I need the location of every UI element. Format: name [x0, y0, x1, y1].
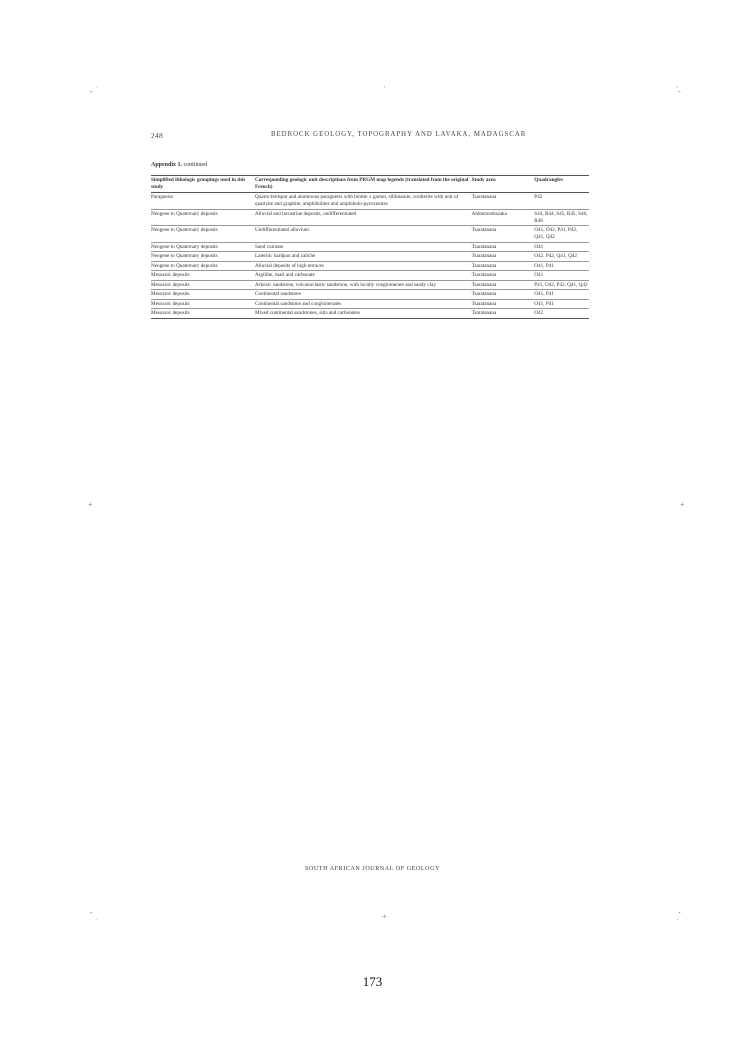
crop-mark-bottom-left: - — [90, 908, 93, 917]
column-header-description: Corresponding geologic unit descriptions from PRGM map legends (translated from the original French) — [255, 176, 472, 193]
cell-description: Arkosic sandstone, volcanoclastic sandstone, with locally conglomerate and sandy clay — [255, 280, 472, 290]
table-header-row — [151, 176, 589, 193]
cell-quadrangles: S44, R44, S45, R45, S46, R46 — [534, 210, 588, 224]
cell-quadrangles: O41, P41 — [534, 290, 589, 300]
crop-mark-top-left: - — [90, 87, 93, 96]
crop-mark-bottom-left-tick: · — [96, 915, 99, 924]
table-row — [151, 193, 589, 210]
cell-description: Quartz-feldspar and aluminous paragneiss with biotite ± garnet, sillimanite, cordierite with unit of quartzite and graphite, amphibolites and amphibolo-pyroxenites — [255, 193, 472, 210]
cell-description: Sand cuirasse — [255, 242, 472, 252]
table-row — [151, 242, 589, 252]
cell-quadrangles: O42 — [534, 309, 589, 319]
table-row — [151, 299, 589, 309]
cell-quadrangles: O42, P42, Q41, Q42 — [534, 252, 589, 262]
cell-quadrangles: O41 — [534, 242, 589, 252]
cell-description: Alluvial deposits of high terraces — [255, 261, 472, 271]
running-title: BEDROCK GEOLOGY, TOPOGRAPHY AND LAVAKA, MADAGSCAR — [271, 131, 527, 138]
cell-lithology: Mesozoic deposits — [151, 309, 255, 319]
column-header-study-area: Study area — [472, 176, 535, 193]
cell-quadrangles: O41, O42, P41, P42, Q41, Q42 — [534, 226, 589, 243]
table-row — [151, 252, 589, 262]
cell-study-area: Tsaratanana — [472, 226, 535, 243]
column-header-quadrangles: Quadrangles — [534, 176, 589, 193]
table-row — [151, 261, 589, 271]
cell-lithology: Neogene to Quaternary deposits — [151, 242, 255, 252]
cell-lithology: Mesozoic deposits — [151, 290, 255, 300]
crop-mark-top-center: · — [383, 83, 386, 92]
cell-study-area: Tsaratanana — [472, 309, 535, 319]
appendix-table — [151, 175, 589, 319]
cell-lithology: Mesozoic deposits — [151, 271, 255, 281]
cell-study-area: Tsaratanana — [472, 290, 535, 300]
cell-study-area: Tsaratanana — [472, 299, 535, 309]
crop-mark-bottom-center: + — [382, 912, 387, 921]
cell-lithology: Neogene to Quaternary deposits — [151, 252, 255, 262]
cell-quadrangles: P41, O42, P42, Q41, Q42 — [534, 281, 588, 288]
table-row — [151, 280, 589, 290]
cell-study-area: Tsaratanana — [472, 193, 535, 210]
cell-description: Lateritic hardpan and caliche — [255, 252, 472, 262]
crop-mark-mid-right: + — [680, 500, 685, 509]
cell-study-area: Ambatondrazaka — [472, 209, 535, 226]
cell-lithology: Neogene to Quaternary deposits — [151, 261, 255, 271]
cell-lithology: Paragneiss — [151, 193, 255, 210]
folio-page-number: 173 — [362, 974, 383, 989]
cell-description: Continental sandstone — [255, 290, 472, 300]
journal-footer: SOUTH AFRICAN JOURNAL OF GEOLOGY — [305, 866, 440, 872]
cell-quadrangles: O41 — [534, 271, 589, 281]
cell-study-area: Tsaratanana — [472, 271, 535, 281]
cell-lithology: Mesozoic deposits — [151, 280, 255, 290]
table-caption — [151, 162, 207, 168]
crop-mark-top-right: - — [678, 87, 681, 96]
cell-study-area: Tsaratanana — [472, 280, 535, 290]
cell-description: Mixed continental sandstones, silts and carbonates — [255, 309, 472, 319]
crop-mark-top-left-tick: · — [96, 83, 99, 92]
cell-quadrangles: O41, P41 — [534, 261, 589, 271]
column-header-lithology: Simplified lithologic groupings used in this study — [151, 176, 255, 193]
cell-quadrangles: O41, P41 — [534, 299, 589, 309]
table-row — [151, 226, 589, 243]
crop-mark-bottom-right: - — [678, 908, 681, 917]
crop-mark-mid-left: + — [88, 500, 93, 509]
table-row — [151, 271, 589, 281]
table-row — [151, 209, 589, 226]
table-row — [151, 309, 589, 319]
caption-label: Appendix 1. — [151, 162, 183, 168]
cell-description: Undifferentiated alluvium — [255, 226, 472, 243]
cell-quadrangles: P42 — [534, 193, 589, 210]
cell-description: Continental sandstone and conglomerates — [255, 299, 472, 309]
cell-description: Alluvial and lacustrine deposits, undifferentiated — [255, 209, 472, 226]
table-body — [151, 193, 589, 319]
cell-lithology: Neogene to Quaternary deposits — [151, 209, 255, 226]
crop-mark-bottom-right-tick: · — [676, 915, 679, 924]
cell-description: Argillite, marl and carbonate — [255, 271, 472, 281]
running-header — [151, 131, 587, 143]
crop-mark-top-right-tick: · — [676, 83, 679, 92]
cell-lithology: Neogene to Quaternary deposits — [151, 226, 255, 243]
caption-text: continued — [183, 162, 208, 168]
cell-study-area: Tsaratanana — [472, 252, 535, 262]
cell-study-area: Tsaratanana — [472, 261, 535, 271]
cell-lithology: Mesozoic deposits — [151, 299, 255, 309]
header-page-number: 248 — [151, 131, 163, 140]
table-row — [151, 290, 589, 300]
cell-study-area: Tsaratanana — [472, 242, 535, 252]
